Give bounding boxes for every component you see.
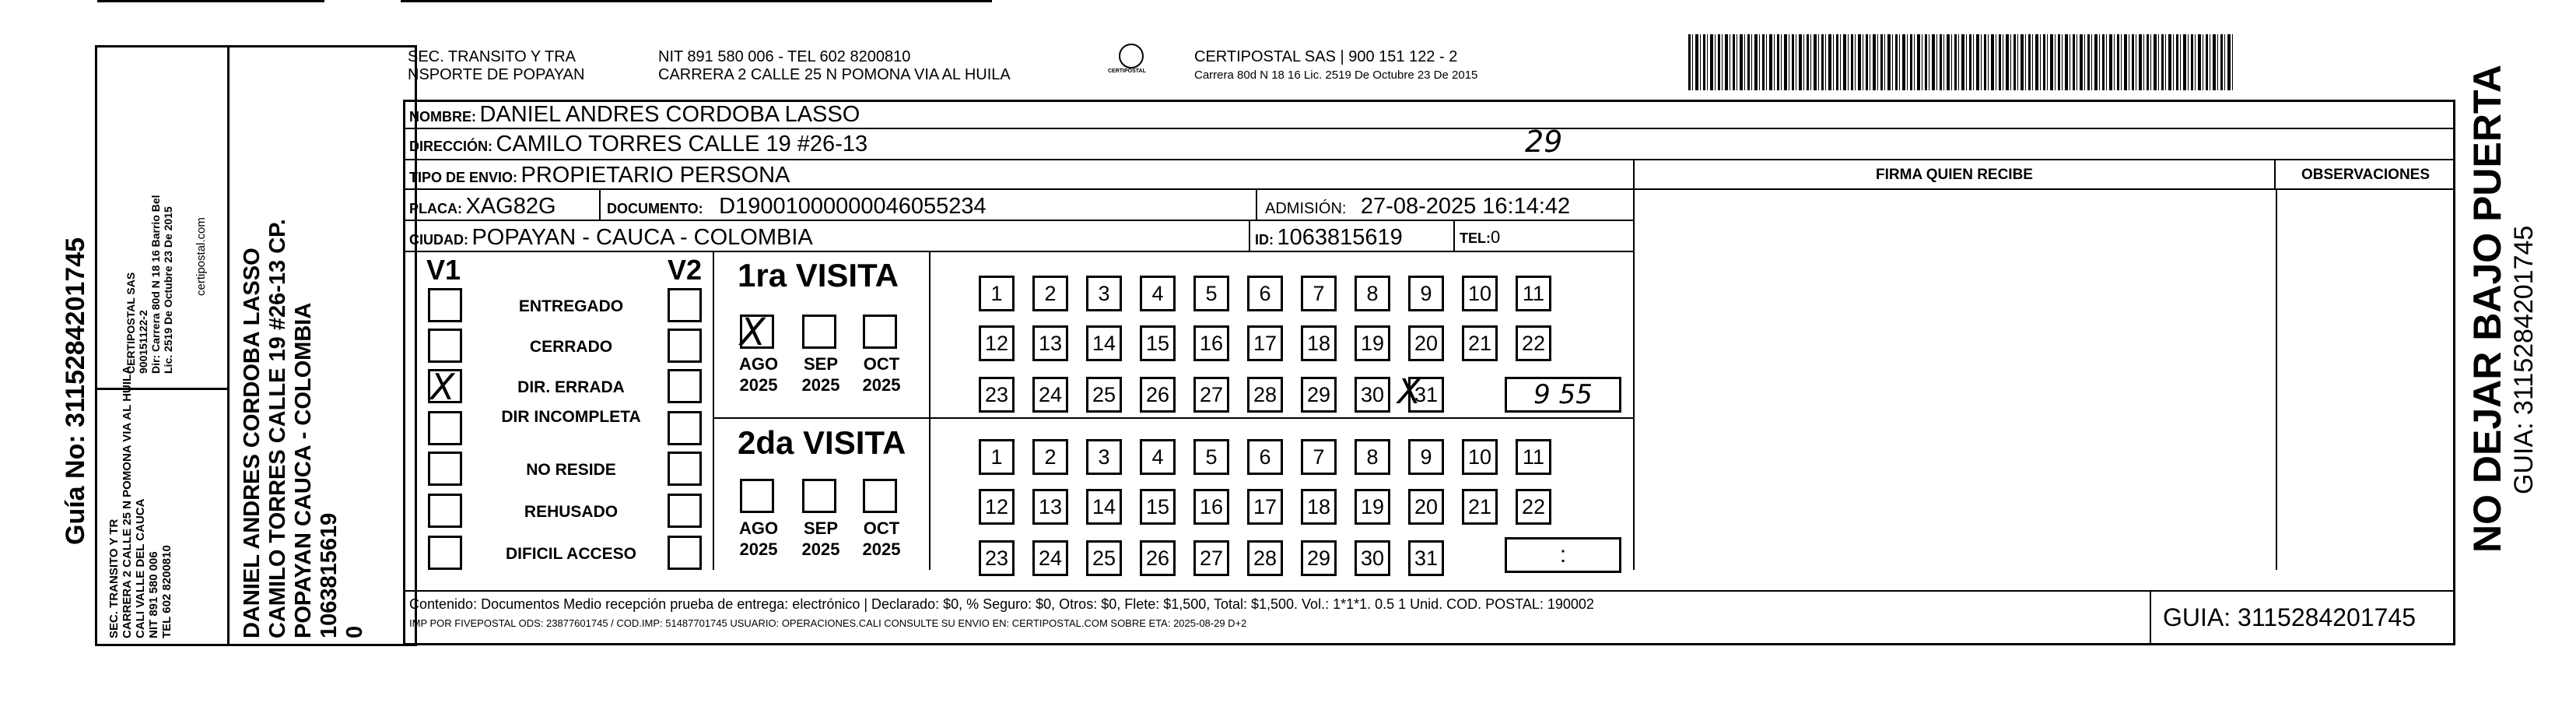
logo-text: CERTIPOSTAL	[1108, 69, 1146, 74]
header-sender-line1: SEC. TRANSITO Y TRA	[408, 48, 576, 65]
stub-sender-block	[107, 366, 173, 638]
first-visit-day-box[interactable]: 13	[1032, 325, 1068, 361]
documento-value: D19001000000046055234	[719, 194, 987, 219]
second-visit-day-box[interactable]: 2	[1032, 439, 1068, 475]
reason-label: REHUSADO	[524, 503, 619, 521]
footer-guia-divider	[2150, 590, 2151, 645]
footer-line2: IMP POR FIVEPOSTAL ODS: 23877601745 / COD.IMP: 51487701745 USUARIO: OPERACIONES.CALI CONSULTE SU ENVIO EN: CERTIPOSTAL.COM SOBRE ETA: 2025-08-29 D+2	[409, 617, 1247, 629]
second-visit-day-box[interactable]: 16	[1193, 489, 1229, 525]
second-visit-day-box[interactable]: 4	[1140, 439, 1176, 475]
v1-reason-checkbox[interactable]	[428, 329, 462, 363]
placa-value: XAG82G	[465, 194, 556, 219]
top-line-right	[401, 0, 992, 2]
month-checkbox[interactable]	[863, 315, 897, 349]
second-visit-day-box[interactable]: 23	[979, 540, 1015, 576]
firma-header	[1635, 160, 2276, 190]
header-company-line2: Carrera 80d N 18 16 Lic. 2519 De Octubre 23 De 2015	[1194, 69, 1478, 82]
first-visit-day-box[interactable]: 25	[1086, 377, 1122, 413]
first-visit-day-box[interactable]: 10	[1462, 276, 1498, 311]
ciudad-label: CIUDAD:	[409, 232, 468, 248]
placa-divider	[599, 190, 601, 221]
month-checkbox[interactable]	[863, 479, 897, 513]
year-label: 2025	[801, 375, 840, 395]
direccion-handwritten-note: 29	[1525, 125, 1563, 159]
no-dejar-bajo-puerta: NO DEJAR BAJO PUERTA	[2466, 65, 2509, 553]
tel-field	[1460, 227, 1500, 248]
id-value: 1063815619	[1277, 225, 1403, 250]
admision-value: 27-08-2025 16:14:42	[1360, 194, 1571, 219]
first-visit-day-box[interactable]: 9	[1408, 276, 1444, 311]
second-visit-day-box[interactable]: 25	[1086, 540, 1122, 576]
id-field	[1255, 225, 1403, 251]
first-visit-time-value: 9 55	[1533, 379, 1593, 410]
second-visit-day-box[interactable]: 24	[1032, 540, 1068, 576]
reason-label: DIFICIL ACCESO	[505, 545, 636, 563]
top-line-left	[97, 0, 324, 2]
first-visit-day-box[interactable]: 2	[1032, 276, 1068, 311]
stub-company-line: Lic. 2519 De Octubre 23 De 2015	[162, 206, 174, 374]
reason-label: ENTREGADO	[518, 297, 624, 315]
documento-field	[607, 194, 987, 220]
v1-reason-checkbox[interactable]	[428, 411, 462, 445]
header-nit-line2: CARRERA 2 CALLE 25 N POMONA VIA AL HUILA	[658, 66, 1011, 83]
first-visit-day-box[interactable]: 24	[1032, 377, 1068, 413]
header-company-line1: CERTIPOSTAL SAS | 900 151 122 - 2	[1194, 48, 1458, 65]
ciudad-divider	[1249, 221, 1250, 252]
second-visit-day-box[interactable]: 30	[1355, 540, 1390, 576]
visit-row-divider	[713, 417, 1635, 419]
tipo-label: TIPO DE ENVIO:	[409, 170, 518, 185]
first-visit-day-box[interactable]: 6	[1247, 276, 1283, 311]
reason-label: CERRADO	[529, 338, 613, 356]
second-visit-day-box[interactable]: 22	[1516, 489, 1551, 525]
guia-number-vertical: Guía No: 3115284201745	[61, 237, 90, 545]
year-label: 2025	[862, 375, 901, 395]
visit-reasons-divider	[713, 252, 714, 570]
stub-company-line: 900151122-2	[137, 310, 149, 374]
first-visit-day-box[interactable]: 15	[1140, 325, 1176, 361]
second-visit-day-box[interactable]: 26	[1140, 540, 1176, 576]
v1-reason-checkbox[interactable]	[428, 494, 462, 528]
month-checkbox[interactable]	[802, 479, 836, 513]
stub-recipient-line: DANIEL ANDRES CORDOBA LASSO	[240, 248, 265, 638]
second-visit-day-box[interactable]: 14	[1086, 489, 1122, 525]
ciudad-value: POPAYAN - CAUCA - COLOMBIA	[471, 225, 813, 250]
stub-company-web: certipostal.com	[195, 217, 208, 296]
direccion-value: CAMILO TORRES CALLE 19 #26-13	[496, 132, 868, 156]
second-visit-day-box[interactable]: 18	[1301, 489, 1337, 525]
stub-company-line: CERTIPOSTAL SAS	[124, 272, 137, 374]
tipo-row	[403, 160, 1635, 190]
second-visit-title: 2da VISITA	[738, 424, 906, 461]
stub-sender-line: CARRERA 2 CALLE 25 N POMONA VIA AL HUILA	[121, 365, 134, 638]
year-label: 2025	[801, 540, 840, 559]
side-guia: GUIA: 3115284201745	[2509, 225, 2539, 494]
tel-value: 0	[1491, 227, 1501, 247]
month-label: OCT	[863, 354, 900, 374]
first-visit-day-box[interactable]: 12	[979, 325, 1015, 361]
stub-company-block	[124, 195, 174, 374]
barcode-image	[1688, 34, 2233, 90]
tel-label: TEL:	[1460, 230, 1491, 246]
month-checkbox[interactable]	[802, 315, 836, 349]
first-visit-day-box[interactable]: 22	[1516, 325, 1551, 361]
ciudad-field	[409, 225, 813, 251]
first-visit-day-box[interactable]: 30	[1355, 377, 1390, 413]
logo-icon	[1119, 44, 1144, 69]
documento-divider	[1256, 190, 1257, 221]
stub-sender-line: SEC. TRANSITO Y TR	[107, 518, 121, 638]
month-label: AGO	[738, 354, 779, 374]
v2-reason-checkbox[interactable]	[668, 411, 702, 445]
v2-reason-checkbox[interactable]	[668, 536, 702, 570]
placa-field	[409, 194, 556, 220]
footer-line1: Contenido: Documentos Medio recepción prueba de entrega: electrónico | Declarado: $0, % Seguro: $0, Otros: $0, Flete: $1,500, Total: $1,500. Vol.: 1*1*1. 0.5 1 Unid. COD. POSTAL: 190002	[409, 596, 1594, 612]
footer-text	[409, 596, 2121, 629]
second-visit-time-value: :	[1559, 542, 1567, 568]
visit-dates-divider	[929, 252, 931, 570]
month-checkbox[interactable]	[740, 479, 774, 513]
first-visit-day-box[interactable]: 29	[1301, 377, 1337, 413]
first-month-mark: X	[740, 311, 766, 354]
v2-label: V2	[668, 254, 703, 286]
reason-label: DIR INCOMPLETA	[501, 408, 641, 426]
admision-label: ADMISIÓN:	[1265, 200, 1347, 217]
header-nit	[658, 48, 1011, 84]
stub-recipient-line: POPAYAN CAUCA - COLOMBIA	[291, 302, 316, 638]
second-visit-day-box[interactable]: 8	[1355, 439, 1390, 475]
first-visit-day-box[interactable]: 23	[979, 377, 1015, 413]
stub-recipient-line: 0	[342, 625, 367, 638]
second-visit-day-box[interactable]: 1	[979, 439, 1015, 475]
footer-guia: GUIA: 3115284201745	[2163, 603, 2416, 631]
stub-divider	[227, 45, 230, 646]
stub-sender-line: NIT 891 580 006	[147, 551, 160, 638]
id-divider	[1453, 221, 1455, 252]
v2-reason-checkbox[interactable]	[668, 452, 702, 486]
first-visit-day-box[interactable]: 27	[1193, 377, 1229, 413]
first-visit-day-box[interactable]: 20	[1408, 325, 1444, 361]
direccion-label: DIRECCIÓN:	[409, 139, 492, 154]
month-label: SEP	[803, 518, 839, 538]
first-visit-day-box[interactable]: 18	[1301, 325, 1337, 361]
year-label: 2025	[739, 375, 778, 395]
second-visit-day-box[interactable]: 13	[1032, 489, 1068, 525]
stub-sender-line: TEL 602 8200810	[160, 545, 173, 638]
nombre-row	[403, 100, 2455, 129]
v1-reason-mark: X	[430, 366, 455, 408]
second-visit-time[interactable]	[1505, 537, 1621, 573]
second-visit-day-box[interactable]: 20	[1408, 489, 1444, 525]
stub-sender-line: CALI VALLE DEL CAUCA	[134, 498, 147, 638]
observaciones-label: OBSERVACIONES	[2301, 167, 2431, 183]
nombre-value: DANIEL ANDRES CORDOBA LASSO	[479, 102, 860, 127]
stub-recipient-block	[240, 219, 368, 638]
second-visit-day-box[interactable]: 15	[1140, 489, 1176, 525]
year-label: 2025	[739, 540, 778, 559]
footer-divider	[403, 590, 2455, 592]
first-day-mark: X	[1397, 372, 1421, 412]
v2-reason-checkbox[interactable]	[668, 329, 702, 363]
header-company	[1194, 48, 1477, 84]
first-visit-day-box[interactable]: 7	[1301, 276, 1337, 311]
reason-label: DIR. ERRADA	[517, 378, 625, 396]
header-sender	[408, 48, 584, 84]
first-visit-day-box[interactable]: 17	[1247, 325, 1283, 361]
observaciones-divider	[2276, 190, 2277, 570]
v1-reason-checkbox[interactable]	[428, 288, 462, 322]
v1-reason-checkbox[interactable]	[428, 536, 462, 570]
stub-recipient-line: CAMILO TORRES CALLE 19 #26-13 CP.	[265, 219, 290, 638]
first-visit-day-box[interactable]: 16	[1193, 325, 1229, 361]
first-visit-day-box[interactable]: 31	[1408, 377, 1444, 413]
documento-label: DOCUMENTO:	[607, 201, 703, 216]
first-visit-time[interactable]	[1505, 377, 1621, 413]
second-visit-day-box[interactable]: 7	[1301, 439, 1337, 475]
month-label: AGO	[738, 518, 779, 538]
second-visit-day-box[interactable]: 9	[1408, 439, 1444, 475]
first-visit-day-box[interactable]: 8	[1355, 276, 1390, 311]
first-visit-day-box[interactable]: 1	[979, 276, 1015, 311]
month-label: SEP	[803, 354, 839, 374]
first-visit-day-box[interactable]: 28	[1247, 377, 1283, 413]
second-visit-day-box[interactable]: 10	[1462, 439, 1498, 475]
second-visit-day-box[interactable]: 6	[1247, 439, 1283, 475]
v1-reason-checkbox[interactable]	[428, 452, 462, 486]
first-visit-day-box[interactable]: 11	[1516, 276, 1551, 311]
placa-label: PLACA:	[409, 201, 462, 216]
month-label: OCT	[863, 518, 900, 538]
firma-label: FIRMA QUIEN RECIBE	[1876, 167, 2033, 183]
second-visit-day-box[interactable]: 12	[979, 489, 1015, 525]
v2-reason-checkbox[interactable]	[668, 288, 702, 322]
admision-field	[1265, 194, 1570, 220]
observaciones-header	[2276, 160, 2455, 190]
v2-reason-checkbox[interactable]	[668, 494, 702, 528]
year-label: 2025	[862, 540, 901, 559]
second-visit-day-box[interactable]: 17	[1247, 489, 1283, 525]
first-visit-title: 1ra VISITA	[738, 257, 899, 293]
second-visit-day-box[interactable]: 21	[1462, 489, 1498, 525]
v2-reason-checkbox[interactable]	[668, 369, 702, 403]
stub-company-line: Dir: Carrera 80d N 18 16 Barrio Bel	[149, 195, 162, 374]
first-visit-day-box[interactable]: 4	[1140, 276, 1176, 311]
tipo-value: PROPIETARIO PERSONA	[520, 163, 790, 188]
direccion-row	[403, 129, 2455, 160]
id-label: ID:	[1255, 232, 1274, 248]
stub-recipient-line: 1063815619	[317, 512, 342, 638]
first-visit-day-box[interactable]: 5	[1193, 276, 1229, 311]
second-visit-day-box[interactable]: 3	[1086, 439, 1122, 475]
header-nit-line1: NIT 891 580 006 - TEL 602 8200810	[658, 48, 911, 65]
first-visit-day-box[interactable]: 26	[1140, 377, 1176, 413]
second-visit-day-box[interactable]: 27	[1193, 540, 1229, 576]
second-visit-day-box[interactable]: 11	[1516, 439, 1551, 475]
first-visit-day-box[interactable]: 21	[1462, 325, 1498, 361]
reason-label: NO RESIDE	[526, 461, 616, 479]
second-visit-day-box[interactable]: 29	[1301, 540, 1337, 576]
second-visit-day-box[interactable]: 19	[1355, 489, 1390, 525]
first-visit-day-box[interactable]: 14	[1086, 325, 1122, 361]
second-visit-day-box[interactable]: 5	[1193, 439, 1229, 475]
second-visit-day-box[interactable]: 28	[1247, 540, 1283, 576]
second-visit-day-box[interactable]: 31	[1408, 540, 1444, 576]
first-visit-day-box[interactable]: 19	[1355, 325, 1390, 361]
nombre-label: NOMBRE:	[409, 109, 476, 125]
first-visit-day-box[interactable]: 3	[1086, 276, 1122, 311]
header-sender-line2: NSPORTE DE POPAYAN	[408, 66, 585, 83]
v1-label: V1	[426, 254, 461, 286]
